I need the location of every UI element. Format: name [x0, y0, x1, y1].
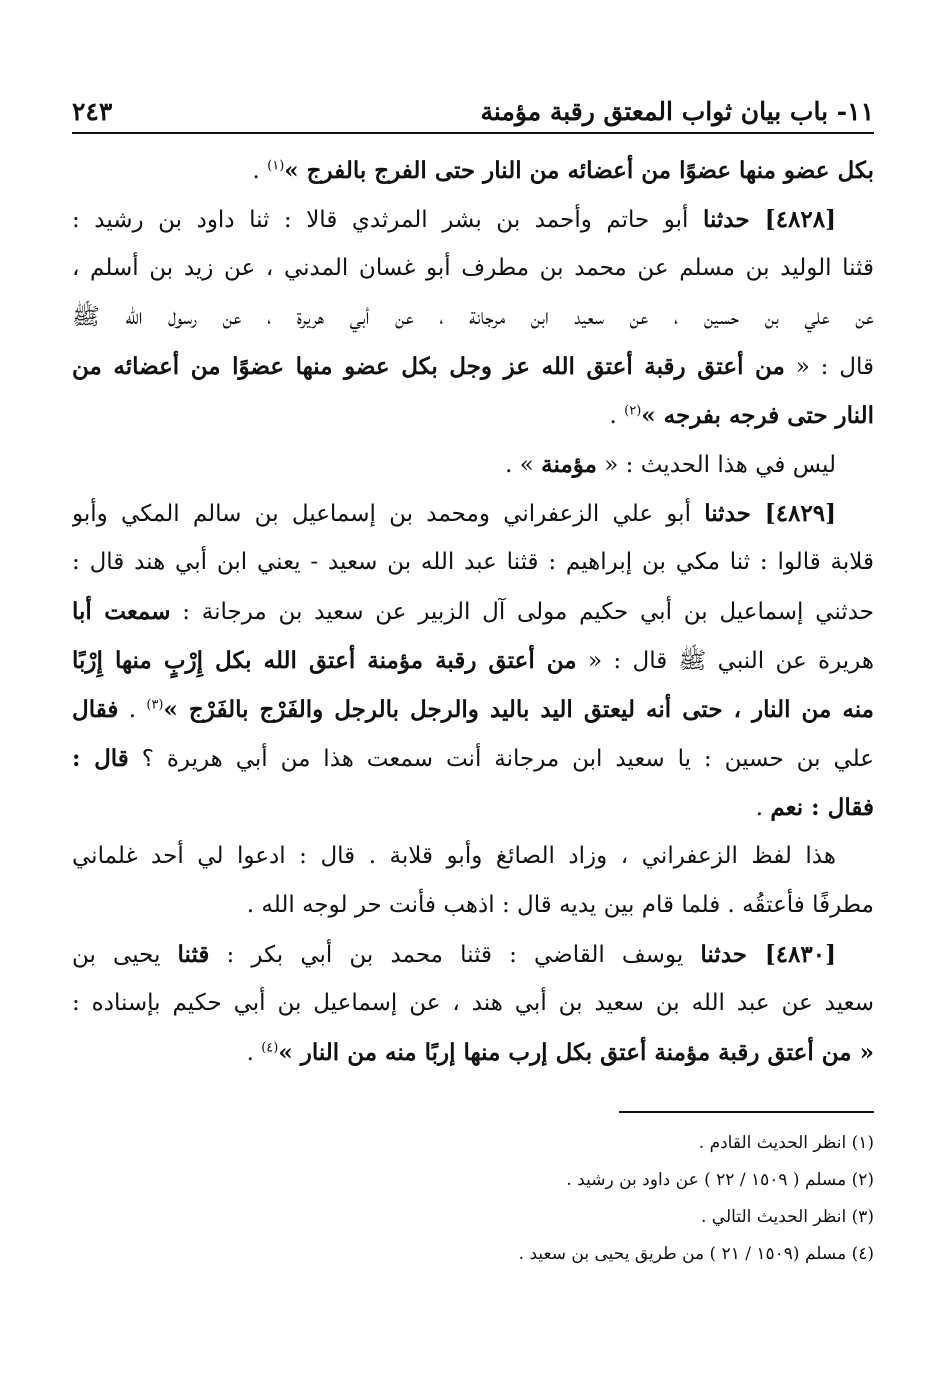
- footnotes: [72, 1125, 874, 1273]
- text-run: أبو علي الزعفراني ومحمد بن إسماعيل بن سالم المكي وأبو: [72, 501, 705, 527]
- text-run: مؤمنة: [541, 451, 597, 478]
- text-line: [72, 832, 874, 881]
- text-run: « من أعتق رقبة مؤمنة أعتق بكل إرب منها إربًا منه من النار »: [278, 1039, 874, 1066]
- text-line: [72, 195, 874, 244]
- text-line: [72, 293, 874, 342]
- text-run: [٤٨٢٨] حدثنا: [702, 206, 836, 233]
- main-text: [72, 146, 874, 1077]
- text-line: [72, 587, 874, 636]
- text-run: [٤٨٢٩] حدثنا: [704, 500, 836, 527]
- text-run: .: [755, 795, 771, 821]
- text-line: [72, 636, 874, 685]
- text-run: النار حتى فرجه بفرجه »: [641, 402, 874, 429]
- text-run: هريرة عن النبي ﷺ قال : «: [576, 648, 874, 674]
- text-line: [72, 685, 874, 734]
- chapter-title: ١١- باب بيان ثواب المعتق رقبة مؤمنة: [480, 97, 874, 126]
- text-run: سعيد عن عبد الله بن سعيد بن أبي هند ، عن إسماعيل بن أبي حكيم بإسناده :: [72, 990, 874, 1016]
- text-run: بكل عضو منها عضوًا من أعضائه من النار حتى الفرج بالفرج »: [284, 157, 874, 184]
- text-run: [٤٨٣٠] حدثنا: [700, 941, 837, 968]
- page-header: [72, 88, 874, 134]
- text-run: ليس في هذا الحديث : «: [596, 452, 836, 478]
- page-number: ٢٤٣: [72, 97, 113, 126]
- text-run: قال :: [72, 745, 129, 772]
- text-line: [72, 489, 874, 538]
- text-run: .: [252, 158, 268, 184]
- text-line: [72, 783, 874, 832]
- footnote: (٣) انظر الحديث التالي .: [701, 1207, 874, 1227]
- text-line: [72, 244, 874, 293]
- text-run: .: [609, 403, 625, 429]
- text-line: [72, 734, 874, 783]
- text-line: [72, 440, 874, 489]
- text-line: [72, 342, 874, 391]
- text-run: .: [246, 1040, 262, 1066]
- text-run: يوسف القاضي : قثنا محمد بن أبي بكر :: [209, 942, 701, 968]
- text-run: سمعت أبا: [72, 598, 171, 625]
- footnote-ref: (٤): [261, 1040, 279, 1056]
- text-run: يحيى بن: [72, 942, 178, 968]
- text-run: .: [118, 697, 147, 723]
- text-run: هذا لفظ الزعفراني ، وزاد الصائغ وأبو قلابة . قال : ادعوا لي أحد غلماني: [72, 843, 836, 869]
- text-line: [72, 1028, 874, 1077]
- text-run: علي بن حسين : يا سعيد ابن مرجانة أنت سمعت هذا من أبي هريرة ؟: [128, 746, 874, 772]
- text-run: مطرفًا فأعتقُه . فلما قام بين يديه قال : اذهب فأنت حر لوجه الله .: [246, 892, 874, 918]
- text-run: حدثني إسماعيل بن أبي حكيم مولى آل الزبير عن سعيد بن مرجانة :: [170, 599, 874, 625]
- footnote-ref: (٣): [146, 697, 164, 713]
- text-run: فقال : نعم: [770, 794, 874, 821]
- text-run: قلابة قالوا : ثنا مكي بن إبراهيم : قثنا عبد الله بن سعيد - يعني ابن أبي هند قال :: [72, 549, 874, 575]
- footnote-separator: [619, 1111, 874, 1113]
- text-run: فقال: [72, 696, 119, 723]
- text-line: [72, 538, 874, 587]
- text-line: [72, 391, 874, 440]
- footnote-ref: (٢): [624, 403, 642, 419]
- text-run: » .: [505, 452, 542, 478]
- text-run: قثنا: [177, 941, 210, 968]
- text-run: منه من النار ، حتى أنه ليعتق اليد باليد والرجل بالرجل والفَرْج بالفَرْج »: [163, 696, 874, 723]
- text-line: [72, 979, 874, 1028]
- text-run: من أعتق رقبة أعتق الله عز وجل بكل عضو منها عضوًا من أعضائه من: [72, 353, 785, 380]
- text-run: قثنا الوليد بن مسلم عن محمد بن مطرف أبو غسان المدني ، عن زيد بن أسلم ،: [72, 255, 874, 281]
- text-run: عن علي بن حسين ، عن سعيد ابن مرجانة ، عن أبي هريرة ، عن رسول الله ﷺ: [72, 304, 874, 330]
- footnote: (١) انظر الحديث القادم .: [698, 1133, 874, 1153]
- text-run: قال : «: [784, 354, 874, 380]
- text-line: [72, 881, 874, 930]
- text-line: [72, 146, 874, 195]
- footnote: (٤) مسلم (١٥٠٩ / ٢١ ) من طريق يحيى بن سعيد .: [518, 1244, 874, 1264]
- text-run: من أعتق رقبة مؤمنة أعتق الله بكل إِرْبٍ منها إِرْبًا: [72, 647, 577, 674]
- footnote-ref: (١): [267, 158, 285, 174]
- footnote: (٢) مسلم ( ١٥٠٩ / ٢٢ ) عن داود بن رشيد .: [566, 1170, 874, 1190]
- text-run: أبو حاتم وأحمد بن بشر المرثدي قالا : ثنا داود بن رشيد :: [72, 207, 703, 233]
- text-line: [72, 930, 874, 979]
